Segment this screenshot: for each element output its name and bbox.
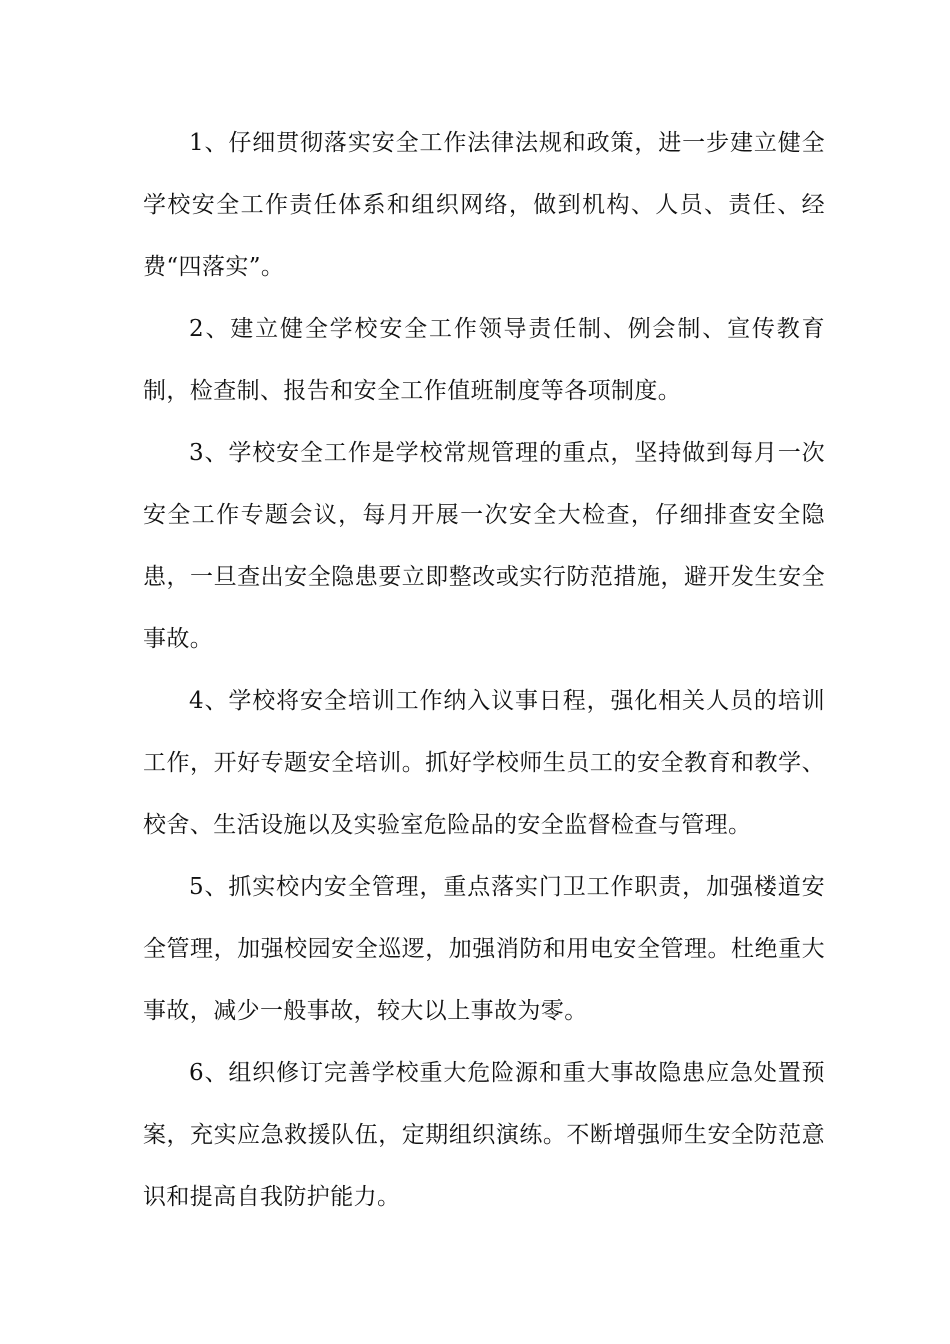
- paragraph-6: 6、组织修订完善学校重大危险源和重大事故隐患应急处置预案，充实应急救援队伍，定期组织演练。不断增强师生安全防范意识和提高自我防护能力。: [143, 1060, 825, 1210]
- paragraph-1: 1、仔细贯彻落实安全工作法律法规和政策，进一步建立健全学校安全工作责任体系和组织网络，做到机构、人员、责任、经费“四落实”。: [143, 130, 825, 280]
- document-body: [143, 112, 825, 1228]
- paragraph-5: 5、抓实校内安全管理，重点落实门卫工作职责，加强楼道安全管理，加强校园安全巡逻，加强消防和用电安全管理。杜绝重大事故，减少一般事故，较大以上事故为零。: [143, 874, 825, 1024]
- paragraph-3: 3、学校安全工作是学校常规管理的重点，坚持做到每月一次安全工作专题会议，每月开展一次安全大检查，仔细排查安全隐患，一旦查出安全隐患要立即整改或实行防范措施，避开发生安全事故。: [143, 440, 825, 652]
- paragraph-4: 4、学校将安全培训工作纳入议事日程，强化相关人员的培训工作，开好专题安全培训。抓好学校师生员工的安全教育和教学、校舍、生活设施以及实验室危险品的安全监督检查与管理。: [143, 688, 825, 838]
- paragraph-2: 2、建立健全学校安全工作领导责任制、例会制、宣传教育制，检查制、报告和安全工作值班制度等各项制度。: [143, 316, 825, 404]
